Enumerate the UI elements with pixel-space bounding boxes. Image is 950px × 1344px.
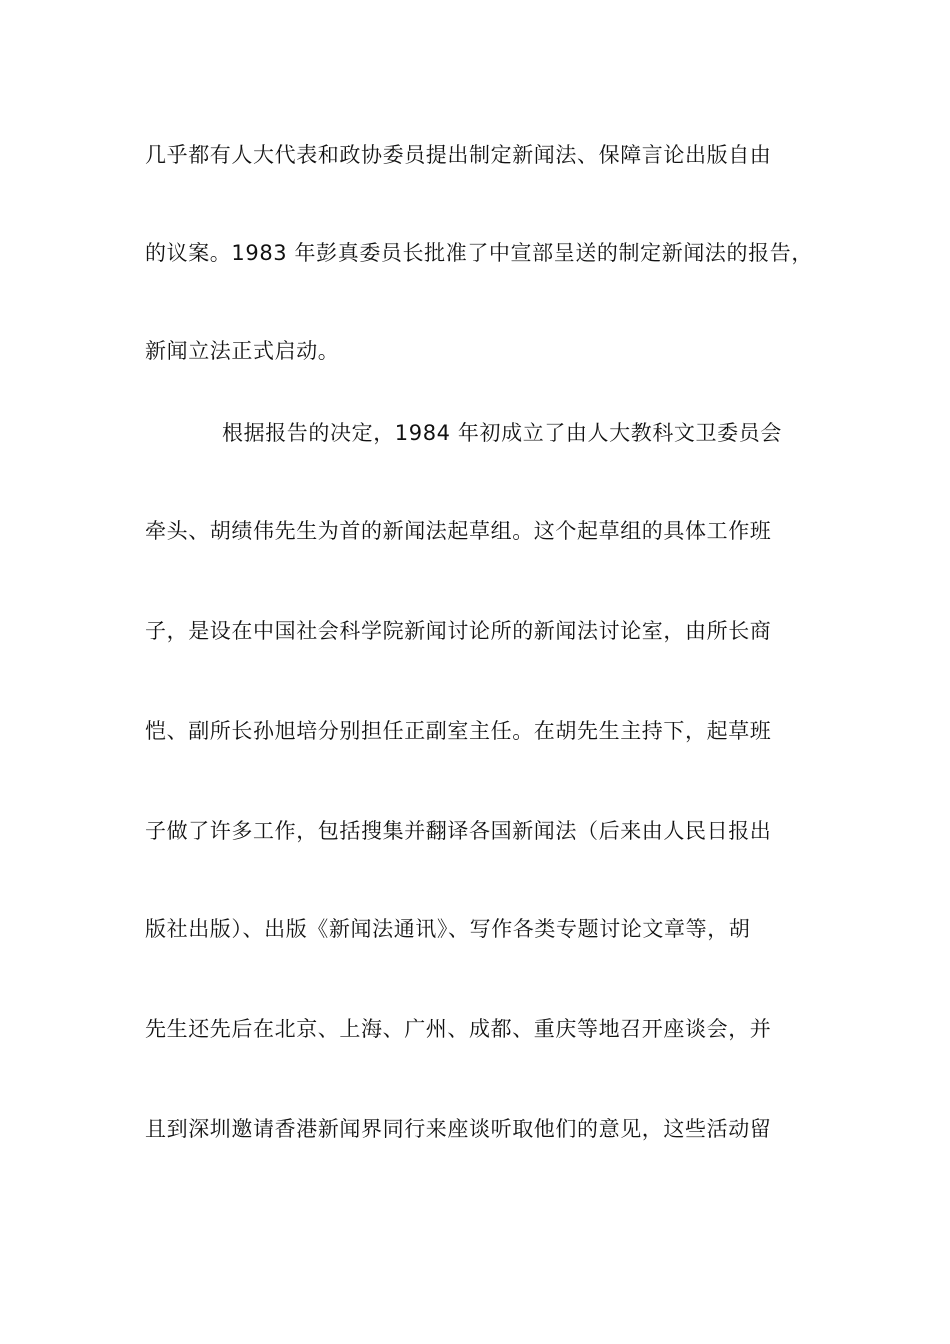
text-line: 的议案。1983 年彭真委员长批准了中宣部呈送的制定新闻法的报告， — [145, 241, 813, 265]
text-line: 牵头、胡绩伟先生为首的新闻法起草组。这个起草组的具体工作班 — [145, 519, 772, 543]
text-line: 版社出版）、出版《新闻法通讯》、写作各类专题讨论文章等，胡 — [145, 917, 751, 941]
text-line: 几乎都有人大代表和政协委员提出制定新闻法、保障言论出版自由 — [145, 143, 772, 167]
text-line: 子做了许多工作，包括搜集并翻译各国新闻法（后来由人民日报出 — [145, 819, 772, 843]
text-line: 新闻立法正式启动。 — [145, 339, 340, 363]
paragraph-first-line: 根据报告的决定，1984 年初成立了由人大教科文卫委员会 — [222, 421, 782, 445]
text-line: 子，是设在中国社会科学院新闻讨论所的新闻法讨论室，由所长商 — [145, 619, 772, 643]
text-line: 且到深圳邀请香港新闻界同行来座谈听取他们的意见，这些活动留 — [145, 1117, 772, 1141]
text-line: 先生还先后在北京、上海、广州、成都、重庆等地召开座谈会，并 — [145, 1017, 772, 1041]
text-line: 恺、副所长孙旭培分别担任正副室主任。在胡先生主持下，起草班 — [145, 719, 772, 743]
